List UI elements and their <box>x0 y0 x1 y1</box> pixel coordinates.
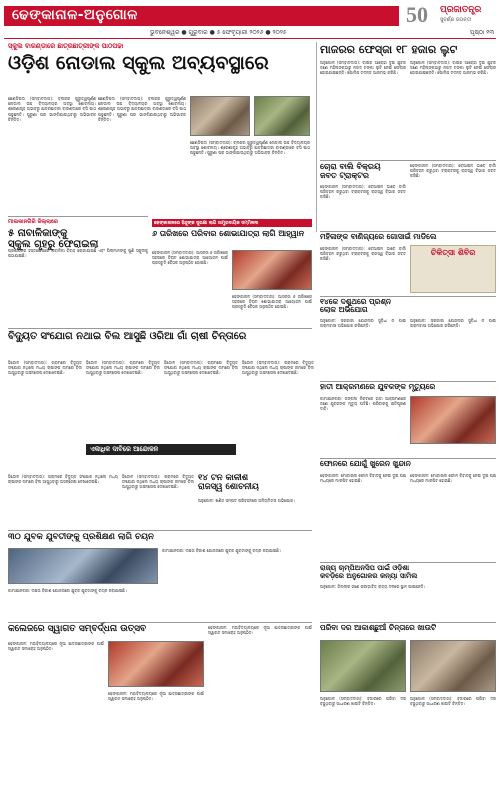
left-story-2-headline2: ସ୍କୁଲ ଗୃହରୁ ଫେରାଇଲା <box>8 239 99 250</box>
top-right-body-col2: ଅନୁଗୋଳ (ସମ୍ବାଦଦାତା): ବାଇକ ଆରୋହୀ ଦୁଇ ଯୁବକ ଜଣେ ମହିଳାଙ୍କଠାରୁ ନଗଦ ଟଙ୍କା ଲୁଟି ନେଇ ଫେରାର ହୋଇଯାଇଛନ୍ତି। ପୋଲିସ ତଦନ୍ତ ଆରମ୍ଭ କରିଛି। <box>410 60 496 76</box>
lower-mid-headline: ୧୪ ଟନ କାଳୀଶ <box>198 473 249 483</box>
mid-right-1-headline: ଚୋରା ବାଲି ବିକ୍ରୟ <box>320 162 381 171</box>
top-right-story <box>320 44 496 56</box>
mid-right-3-body-b: ଅନୁଗୋଳ: ସରକାରୀ ଯୋଜନାର ସୁବିଧା ନ ପାଇ ଗ୍ରାମବାସୀ ଅଭିଯୋଗ କରିଛନ୍ତି। <box>410 318 496 329</box>
mid-right-3-headline: ୧୪କେ ଦଶୁଥରେ ପ୍ରଶ୍ନ <box>320 297 392 306</box>
mid-right-5-body-a: ଢେଙ୍କାନାଳ: ମୋବାଇଲ ଫୋନ ବିବାଦକୁ ନେଇ ଦୁଇ ପକ୍ଷ ମଧ୍ୟରେ ମାରପିଟ ହୋଇଛି। <box>320 473 406 484</box>
divider <box>8 622 312 623</box>
bottom-left-body-a: ଢେଙ୍କାନାଳ: ମହାବିଦ୍ୟାଳୟରେ ନୂଆ ଛାତ୍ରଛାତ୍ରୀଙ୍କ ପାଇଁ ସ୍ୱାଗତ ସମାରୋହ ଅନୁଷ୍ଠିତ। <box>8 641 104 652</box>
col2-photo-meeting <box>232 250 312 290</box>
masthead-divider <box>4 38 496 39</box>
col2-body-a: ଢେଙ୍କାନାଳ (ସମ୍ବାଦଦାତା): ଆସନ୍ତା ୬ ତାରିଖରେ ସହରରେ ବିରାଟ ଶୋଭାଯାତ୍ରା ଆୟୋଜନ ପାଇଁ ପ୍ରସ୍ତୁତି ବୈଠକ ଅନୁଷ୍ଠିତ ହୋଇଛି। <box>152 250 228 266</box>
left-lower-story <box>8 533 208 542</box>
mid-right-2-headline: ମହିଳାଙ୍କ ବାଣିଜ୍ୟରେ ଗୋସାଇଁ ମାଡିଲେ <box>320 232 437 241</box>
lower-mid-headline2: ରାଜସ୍ୱ ଶୋଚନୀୟ <box>198 482 259 493</box>
section-title: ଢେଙ୍କାନାଳ-ଅନୁଗୋଳ <box>12 7 138 23</box>
left-mid-body: ହିନ୍ଦୋଳ (ସମ୍ବାଦଦାତା): ଗ୍ରାମରେ ବିଦ୍ୟୁତ ସଂଯୋଗ ନଥିଲେ ମଧ୍ୟ ଚାଷୀଙ୍କ ନାମରେ ବିଲ ଆସୁଥିବାରୁ ଅସନ୍ତୋଷ ଦେଖାଦେଇଛି। <box>8 474 118 485</box>
top-right-body-col1: ଅନୁଗୋଳ (ସମ୍ବାଦଦାତା): ବାଇକ ଆରୋହୀ ଦୁଇ ଯୁବକ ଜଣେ ମହିଳାଙ୍କଠାରୁ ନଗଦ ଟଙ୍କା ଲୁଟି ନେଇ ଫେରାର ହୋଇଯାଇଛନ୍ତି। ପୋଲିସ ତଦନ୍ତ ଆରମ୍ଭ କରିଛି। <box>320 60 406 76</box>
col2-story <box>152 219 312 239</box>
mid-right-1-body: ଢେଙ୍କାନାଳ (ସମ୍ବାଦଦାତା): ବେଆଇନ ଭାବେ ବାଲି ପରିବହନ କରୁଥିବା ଟ୍ରାକ୍‌ଟରକୁ ରାଜସ୍ୱ ବିଭାଗ ଜବତ କରିଛି। <box>320 184 406 200</box>
band-body-a: ହିନ୍ଦୋଳ (ସମ୍ବାଦଦାତା): ଗ୍ରାମରେ ବିଦ୍ୟୁତ ସଂଯୋଗ ନଥିଲେ ମଧ୍ୟ ଚାଷୀଙ୍କ ନାମରେ ବିଲ ଆସୁଥିବାରୁ ଅସନ୍ତୋଷ ଦେଖାଦେଇଛି। <box>8 360 82 376</box>
mid-right-5 <box>320 460 496 468</box>
mid-right-3 <box>320 298 496 315</box>
bottom-left-body-b: ଢେଙ୍କାନାଳ: ମହାବିଦ୍ୟାଳୟରେ ନୂଆ ଛାତ୍ରଛାତ୍ରୀଙ୍କ ପାଇଁ ସ୍ୱାଗତ ସମାରୋହ ଅନୁଷ୍ଠିତ। <box>108 691 204 702</box>
mid-right-3-body-a: ଅନୁଗୋଳ: ସରକାରୀ ଯୋଜନାର ସୁବିଧା ନ ପାଇ ଗ୍ରାମବାସୀ ଅଭିଯୋଗ କରିଛନ୍ତି। <box>320 318 406 329</box>
left-lower-body-b: କାମାକ୍ଷାନଗର: ଦକ୍ଷତା ବିକାଶ ଯୋଜନାରେ ଯୁବକ ଯୁବତୀଙ୍କୁ ଚୟନ କରାଯାଇଛି। <box>8 588 127 593</box>
lower-mid-story <box>198 474 312 493</box>
left-mid-body-b: ହିନ୍ଦୋଳ (ସମ୍ବାଦଦାତା): ଗ୍ରାମରେ ବିଦ୍ୟୁତ ସଂଯୋଗ ନଥିଲେ ମଧ୍ୟ ଚାଷୀଙ୍କ ନାମରେ ବିଲ ଆସୁଥିବାରୁ ଅସନ୍ତୋଷ ଦେଖାଦେଇଛି। <box>122 474 194 490</box>
bottom-right-body-b: ଅନୁଗୋଳ (ସମ୍ବାଦଦାତା): ବଜାରରେ ପରିବା ଦର ବଢୁଥିବାରୁ ସାଧାରଣ ଖାଉଟି ଚିନ୍ତିତ। <box>410 696 496 707</box>
divider <box>320 160 496 161</box>
lower-right-body: ଅନୁଗୋଳ: ଜିଲ୍ଲାର ଜଣେ କ୍ରୀଡ଼ାବିତ୍ ରାଜ୍ୟ ଦଳରେ ସ୍ଥାନ ପାଇଛନ୍ତି। <box>320 584 426 589</box>
col2-kicker: ଢେଙ୍କାନାଳରେ ହିନ୍ଦୁଙ୍କ ସୁରକ୍ଷା ଲାଗି ସାମ୍ପ୍ରଦାୟିକ ସମ୍ମିଳନୀ <box>152 219 312 227</box>
ad-box <box>410 245 496 293</box>
bottom-right-story <box>320 624 496 632</box>
left-lower-photo-group <box>8 548 158 584</box>
bottom-left-story <box>8 625 208 635</box>
left-lower-body: କାମାକ୍ଷାନଗର: ଦକ୍ଷତା ବିକାଶ ଯୋଜନାରେ ଯୁବକ ଯୁବତୀଙ୍କୁ ଚୟନ କରାଯାଇଛି। <box>162 548 281 553</box>
bottom-left-body-c: ଢେଙ୍କାନାଳ: ମହାବିଦ୍ୟାଳୟରେ ନୂଆ ଛାତ୍ରଛାତ୍ରୀଙ୍କ ପାଇଁ ସ୍ୱାଗତ ସମାରୋହ ଅନୁଷ୍ଠିତ। <box>208 625 312 636</box>
lead-photo-school <box>190 96 250 136</box>
lower-right-story <box>320 565 496 580</box>
mid-right-1-headline2: ଜବତ ଟ୍ରାକ୍‌ଟର <box>320 170 369 180</box>
lead-headline: ଓଡ଼ିଶ ନୋଡାଲ ସ୍କୁଲ ଅବ୍ୟବସ୍ଥାରେ <box>8 52 269 74</box>
band-headline: ବିଦ୍ୟୁତ ସଂଯୋଗ ନଥାଇ ବିଲ ଆସୁଛି ଓରିଆ ଗାଁ ଚାଷୀ ଚିନ୍ତାରେ <box>8 331 247 342</box>
logo-number: 50 <box>406 2 428 27</box>
lower-mid-body: ଅନୁଗୋଳ: ଖଣିଜ ସମ୍ପଦ ପରିବହନରେ ଅନିୟମିତତା ଅଭିଯୋଗ। <box>198 498 296 503</box>
col2-headline: ୬ ତାରିଖରେ ପରିବାର ଶୋଭାଯାତ୍ରା ଲାଗି ଆହ୍ୱାନ <box>152 229 305 238</box>
bottom-right-body-a: ଅନୁଗୋଳ (ସମ୍ବାଦଦାତା): ବଜାରରେ ପରିବା ଦର ବଢୁଥିବାରୁ ସାଧାରଣ ଖାଉଟି ଚିନ୍ତିତ। <box>320 696 406 707</box>
mid-right-5-body-b: ଢେଙ୍କାନାଳ: ମୋବାଇଲ ଫୋନ ବିବାଦକୁ ନେଇ ଦୁଇ ପକ୍ଷ ମଧ୍ୟରେ ମାରପିଟ ହୋଇଛି। <box>410 473 496 484</box>
divider <box>8 216 148 217</box>
lead-photo-classroom <box>254 96 310 136</box>
col2-body-b: ଢେଙ୍କାନାଳ (ସମ୍ବାଦଦାତା): ଆସନ୍ତା ୬ ତାରିଖରେ ସହରରେ ବିରାଟ ଶୋଭାଯାତ୍ରା ଆୟୋଜନ ପାଇଁ ପ୍ରସ୍ତୁତି ବୈଠକ ଅନୁଷ୍ଠିତ ହୋଇଛି। <box>232 294 312 310</box>
lower-right-headline2: କବଡ଼ିରେ ଅନୁଗୋଳର କନ୍ୟା ସାମିଲ <box>320 571 418 580</box>
divider <box>8 530 312 531</box>
lower-right-headline: ରାଜ୍ୟ ଚାମ୍ପିଅନସିପ ପାଇଁ ଓଡ଼ିଶା <box>320 564 410 572</box>
mid-right-5-headline: ଫୋନରେ ଯୋଗୁଁ ଖୁରେନ ଖୁନ୍ଦାନ <box>320 459 411 468</box>
mid-right-4-headline: ହାତୀ ଆକ୍ରମଣରେ ଯୁବକଙ୍କ ମୃତ୍ୟୁରେ <box>320 382 436 391</box>
left-lower-headline: ୩୦ ଯୁବକ ଯୁବତୀଙ୍କୁ ପ୍ରଶିକ୍ଷଣ ଲାଗି ଚୟନ <box>8 532 154 542</box>
lead-body-col3: ଛେଣ୍ଡିପଦା (ସମ୍ବାଦଦାତା): ବ୍ଲକର ଗୁରୁତ୍ୱପୂର୍ଣ୍ଣ ନୋଡାଲ ଉଚ୍ଚ ବିଦ୍ୟାଳୟର ଅବସ୍ଥା ଶୋଚନୀୟ। ଶ୍ରେଣୀଗୃହ ଅଭାବରୁ ଛାତ୍ରଛାତ୍ରୀ ବାରଣ୍ଡାରେ ବସି ପାଠ ପଢୁଛନ୍ତି। ପୁରୁଣା ଘର ଭାଙ୍ଗିଯାଉଥିବାରୁ ଅଭିଭାବକ ଚିନ୍ତିତ। <box>190 140 310 156</box>
mid-right-1 <box>320 163 406 181</box>
mid-right-3-headline2: ଲୋକ ଅଭିଯୋଗ <box>320 305 368 315</box>
band-body-d: ହିନ୍ଦୋଳ (ସମ୍ବାଦଦାତା): ଗ୍ରାମରେ ବିଦ୍ୟୁତ ସଂଯୋଗ ନଥିଲେ ମଧ୍ୟ ଚାଷୀଙ୍କ ନାମରେ ବିଲ ଆସୁଥିବାରୁ ଅସନ୍ତୋଷ ଦେଖାଦେଇଛି। <box>242 360 314 376</box>
ad-text: ଚିକିତ୍ସା ଶିବିର <box>430 248 476 257</box>
small-banner: ଏକାଧିକ ଦାବିରେ ଆନ୍ଦୋଳନ <box>86 444 236 455</box>
left-story-2-headline: ୫ ନାବାଳିକାଙ୍କୁ <box>8 228 68 239</box>
mid-right-4 <box>320 383 496 391</box>
bottom-left-photo <box>108 641 204 687</box>
logo-sub: ସୁବର୍ଣ୍ଣ ଜୟନ୍ତୀ <box>440 17 472 23</box>
lead-body-col2: ଛେଣ୍ଡିପଦା (ସମ୍ବାଦଦାତା): ବ୍ଲକର ଗୁରୁତ୍ୱପୂର୍ଣ୍ଣ ନୋଡାଲ ଉଚ୍ଚ ବିଦ୍ୟାଳୟର ଅବସ୍ଥା ଶୋଚନୀୟ। ଶ୍ରେଣୀଗୃହ ଅଭାବରୁ ଛାତ୍ରଛାତ୍ରୀ ବାରଣ୍ଡାରେ ବସି ପାଠ ପଢୁଛନ୍ତି। ପୁରୁଣା ଘର ଭାଙ୍ଗିଯାଉଥିବାରୁ ଅଭିଭାବକ ଚିନ୍ତିତ। <box>98 96 186 122</box>
left-story-2-body: ପ୍ରଶାସନର ହସ୍ତକ୍ଷେପରେ ନାବାଳିକା ବିବାହ ରୋକାଯାଇଛି ଏବଂ ପିଲାମାନଙ୍କୁ ପୁଣି ସ୍କୁଲକୁ ପଠାଯାଇଛି। <box>8 248 148 259</box>
lead-story <box>8 42 308 74</box>
mid-right-2 <box>320 233 496 241</box>
left-story-2-kicker: ମାଲକାନଗିରି ଜିଲ୍ଲାରେ <box>8 219 58 225</box>
top-right-headline: ମାଜରର ଫେସ୍‌ଜା ୧୮ ହଜାର ଲୁଟ <box>320 43 458 56</box>
masthead <box>0 0 500 40</box>
left-story-2 <box>8 219 148 250</box>
bottom-right-headline: ପରିବା ଦର ଆକାଶଛୁଆଁ ଚିନ୍ତାରେ ଖାଉଟି <box>320 623 437 632</box>
divider <box>8 328 312 329</box>
date-line: ଭୁବନେଶ୍ୱର ● ଗୁରୁବାର ● ୫ ଫେବୃୟାରୀ ୨୦୨୬ ● ୨୦୨୫ <box>150 29 287 36</box>
bottom-left-headline: କଲେଜରେ ସ୍ୱାଗତ ସମ୍ବର୍ଦ୍ଧନା ଉତ୍ସବ <box>8 624 147 634</box>
band-story <box>8 331 314 342</box>
lead-body-col1: ଛେଣ୍ଡିପଦା (ସମ୍ବାଦଦାତା): ବ୍ଲକର ଗୁରୁତ୍ୱପୂର୍ଣ୍ଣ ନୋଡାଲ ଉଚ୍ଚ ବିଦ୍ୟାଳୟର ଅବସ୍ଥା ଶୋଚନୀୟ। ଶ୍ରେଣୀଗୃହ ଅଭାବରୁ ଛାତ୍ରଛାତ୍ରୀ ବାରଣ୍ଡାରେ ବସି ପାଠ ପଢୁଛନ୍ତି। ପୁରୁଣା ଘର ଭାଙ୍ଗିଯାଉଥିବାରୁ ଅଭିଭାବକ ଚିନ୍ତିତ। <box>8 96 96 122</box>
band-body-b: ହିନ୍ଦୋଳ (ସମ୍ବାଦଦାତା): ଗ୍ରାମରେ ବିଦ୍ୟୁତ ସଂଯୋଗ ନଥିଲେ ମଧ୍ୟ ଚାଷୀଙ୍କ ନାମରେ ବିଲ ଆସୁଥିବାରୁ ଅସନ୍ତୋଷ ଦେଖାଦେଇଛି। <box>86 360 160 376</box>
mid-right-1-body-col2: ଢେଙ୍କାନାଳ (ସମ୍ବାଦଦାତା): ବେଆଇନ ଭାବେ ବାଲି ପରିବହନ କରୁଥିବା ଟ୍ରାକ୍‌ଟରକୁ ରାଜସ୍ୱ ବିଭାଗ ଜବତ କରିଛି। <box>410 163 496 179</box>
band-body-c: ହିନ୍ଦୋଳ (ସମ୍ବାଦଦାତା): ଗ୍ରାମରେ ବିଦ୍ୟୁତ ସଂଯୋଗ ନଥିଲେ ମଧ୍ୟ ଚାଷୀଙ୍କ ନାମରେ ବିଲ ଆସୁଥିବାରୁ ଅସନ୍ତୋଷ ଦେଖାଦେଇଛି। <box>164 360 238 376</box>
bottom-right-photo-vendor <box>410 640 496 692</box>
lead-kicker: ସ୍କୁଲ ବାରଣ୍ଡାରେ ଛାତ୍ରଛାତ୍ରୀଙ୍କ ପାଠପଢା <box>8 42 124 50</box>
page-number: ପୃଷ୍ଠା ୧୩ <box>470 29 495 36</box>
bottom-right-photo-market <box>320 640 406 692</box>
mid-right-4-body: କାମାକ୍ଷାନଗର: ଜଙ୍ଗଲ ନିକଟରେ ହାତୀ ଆକ୍ରମଣରେ ଜଣେ ଯୁବକଙ୍କ ମୃତ୍ୟୁ ଘଟିଛି। ପରିବାରକୁ କ୍ଷତିପୂରଣ ଦାବି। <box>320 396 406 412</box>
logo-name: ପ୍ରଜାତନ୍ତ୍ର <box>440 5 482 15</box>
divider <box>320 562 496 563</box>
mid-right-2-body: ଢେଙ୍କାନାଳ (ସମ୍ବାଦଦାତା): ବେଆଇନ ଭାବେ ବାଲି ପରିବହନ କରୁଥିବା ଟ୍ରାକ୍‌ଟରକୁ ରାଜସ୍ୱ ବିଭାଗ ଜବତ କରିଛି। <box>320 246 406 262</box>
mid-right-4-photo <box>410 396 496 444</box>
column-divider <box>316 42 317 232</box>
